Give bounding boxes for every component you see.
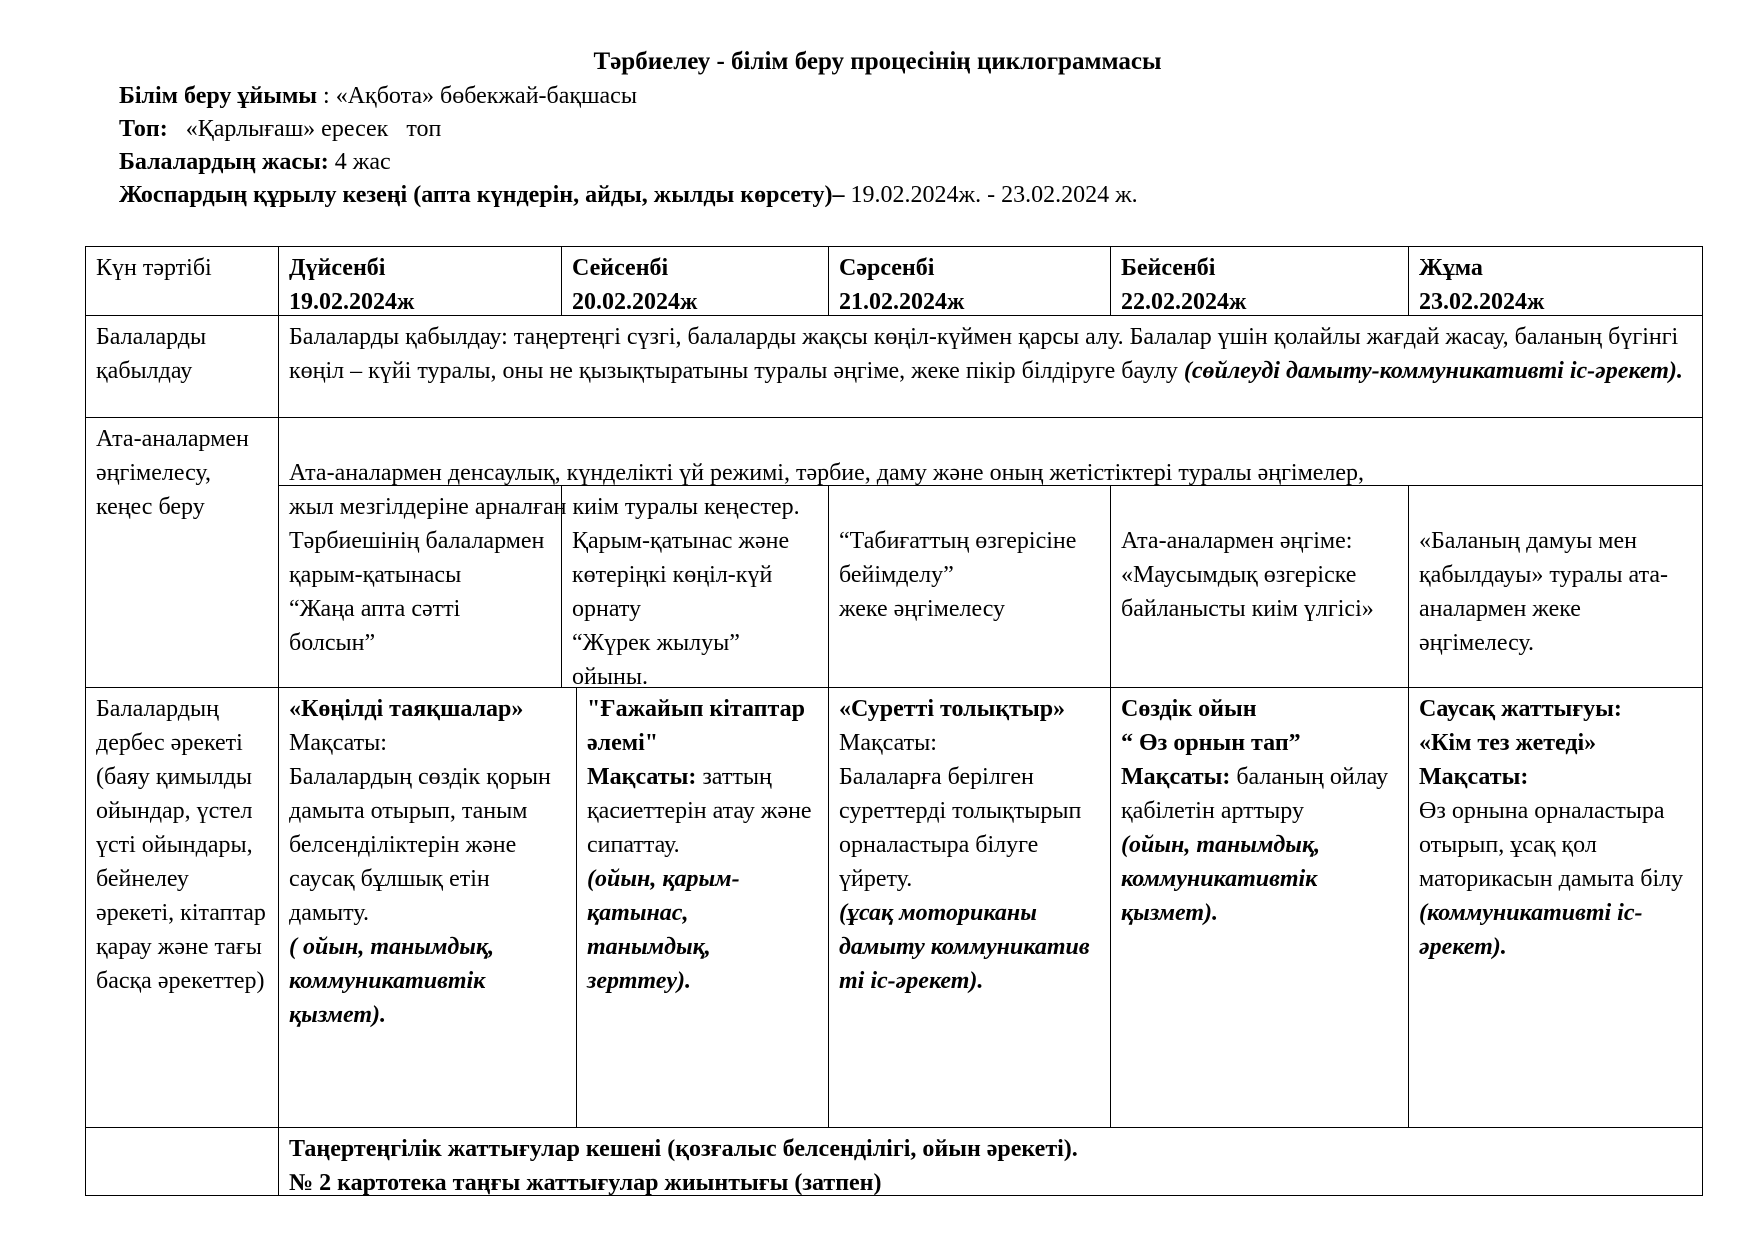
day-name: Дүйсенбі bbox=[289, 255, 386, 281]
organization-value: : «Ақбота» бөбекжай-бақшасы bbox=[317, 83, 637, 109]
parents-general-cell bbox=[278, 417, 1703, 520]
activity-goal-text: заттың қасиеттерін атау және сипаттау. bbox=[587, 764, 812, 858]
activity-thursday-cell bbox=[1110, 687, 1408, 1127]
activity-label-cell bbox=[85, 687, 278, 1127]
activity-title: Сөздік ойын “ Өз орнын тап” bbox=[1121, 696, 1301, 756]
day-date: 20.02.2024ж bbox=[572, 289, 698, 315]
group-value: «Қарлығаш» ересек топ bbox=[167, 116, 442, 142]
header-cell-wednesday bbox=[828, 246, 1110, 315]
parents-tuesday-cell bbox=[561, 485, 828, 690]
activity-tag: (ойын, танымдық, коммуникативтік қызмет). bbox=[1121, 832, 1321, 926]
parents-general-text: Ата-аналармен денсаулық, күнделікті үй режимі, тәрбие, даму және оның жетістіктері туралы әңгімелер, жыл мезгілдеріне арналған киім туралы кеңестер. bbox=[289, 460, 1365, 520]
document-meta bbox=[119, 80, 1138, 212]
reception-text-cell bbox=[278, 315, 1703, 417]
activity-goal-label: Мақсаты: bbox=[1121, 764, 1231, 790]
parents-monday-cell bbox=[278, 485, 561, 687]
header-cell-routine bbox=[85, 246, 278, 315]
activity-title: «Суретті толықтыр» bbox=[839, 696, 1066, 722]
activity-friday-cell bbox=[1408, 687, 1703, 1127]
day-name: Бейсенбі bbox=[1121, 255, 1216, 281]
parents-monday-text: Тәрбиешінің балалармен қарым-қатынасы “Жаңа апта сәтті болсын” bbox=[289, 528, 545, 656]
exercise-label-cell bbox=[85, 1127, 278, 1196]
activity-tuesday-cell bbox=[576, 687, 828, 1127]
activity-description bbox=[1121, 760, 1398, 828]
day-date: 22.02.2024ж bbox=[1121, 289, 1247, 315]
activity-tag: (ойын, қарым-қатынас, танымдық, зерттеу). bbox=[587, 866, 740, 994]
page-title: Тәрбиелеу - білім беру процесінің циклограммасы bbox=[593, 48, 1162, 75]
period-line bbox=[119, 179, 1138, 212]
reception-label: Балаларды қабылдау bbox=[96, 324, 207, 384]
activity-goal-label: Мақсаты: bbox=[1419, 764, 1529, 790]
activity-tag: (коммуникативті іс-әрекет). bbox=[1419, 900, 1643, 960]
activity-goal-text: баланың ойлау қабілетін арттыру bbox=[1121, 764, 1389, 824]
day-date: 19.02.2024ж bbox=[289, 289, 415, 315]
activity-title: "Ғажайып кітаптар әлемі" bbox=[587, 696, 805, 756]
exercise-cell bbox=[278, 1127, 1703, 1196]
activity-wednesday-cell bbox=[828, 687, 1110, 1127]
parents-thursday-text: Ата-аналармен әңгіме: «Маусымдық өзгеріске байланысты киім үлгісі» bbox=[1121, 528, 1374, 622]
period-label: Жоспардың құрылу кезеңі (апта күндерін, айды, жылды көрсету)– bbox=[119, 182, 845, 208]
activity-tag: ( ойын, танымдық, коммуникативтік қызмет). bbox=[289, 934, 495, 1028]
group-label: Топ: bbox=[119, 116, 168, 142]
schedule-table bbox=[85, 246, 1703, 1196]
parents-label: Ата-аналармен әңгімелесу, кеңес беру bbox=[96, 426, 249, 520]
activity-tag: (ұсақ моториканы дамыту коммуникатив ті іс-әрекет). bbox=[839, 900, 1090, 994]
parents-friday-text: «Баланың дамуы мен қабылдауы» туралы ата-аналармен жеке әңгімелесу. bbox=[1419, 528, 1668, 656]
header-cell-friday bbox=[1408, 246, 1703, 315]
activity-title: «Көңілді таяқшалар» bbox=[289, 696, 524, 722]
activity-description: Өз орнына орналастыра отырып, ұсақ қол маторикасын дамыта білу bbox=[1419, 798, 1684, 892]
day-date: 23.02.2024ж bbox=[1419, 289, 1545, 315]
activity-description: Мақсаты: Балалардың сөздік қорын дамыта отырып, таным белсенділіктерін және саусақ бұлшық етін дамыту. bbox=[289, 730, 551, 926]
activity-description bbox=[587, 760, 818, 862]
reception-emphasis: (сөйлеуді дамыту-коммуникативті іс-әрекет). bbox=[1183, 358, 1683, 384]
day-date: 21.02.2024ж bbox=[839, 289, 965, 315]
reception-text: Балаларды қабылдау: таңертеңгі сүзгі, балаларды жақсы көңіл-күймен қарсы алу. Балалар үшін қолайлы жағдай жасау, баланың бүгінгі көңіл – күйі туралы, оны не қызықтыратыны туралы әңгіме, жеке пікір білдіруге баулу bbox=[289, 324, 1679, 384]
parents-wednesday-text: “Табиғаттың өзгерісіне бейімделу” жеке әңгімелесу bbox=[839, 528, 1077, 622]
group-line bbox=[119, 113, 1138, 146]
activity-monday-cell bbox=[278, 687, 576, 1127]
activity-goal-label: Мақсаты: bbox=[587, 764, 697, 790]
age-label: Балалардың жасы: bbox=[119, 149, 329, 175]
organization-label: Білім беру ұйымы bbox=[119, 83, 318, 109]
parents-thursday-cell bbox=[1110, 485, 1408, 687]
parents-label-cell bbox=[85, 417, 278, 687]
day-name: Жұма bbox=[1419, 255, 1483, 281]
parents-tuesday-text: Қарым-қатынас және көтеріңкі көңіл-күй орнату “Жүрек жылуы” ойыны. bbox=[572, 528, 790, 690]
parents-wednesday-cell bbox=[828, 485, 1110, 687]
age-line bbox=[119, 146, 1138, 179]
exercise-line-2: № 2 картотека таңғы жаттығулар жиынтығы (затпен) bbox=[289, 1170, 882, 1196]
day-name: Сәрсенбі bbox=[839, 255, 935, 281]
header-cell-thursday bbox=[1110, 246, 1408, 315]
day-name: Сейсенбі bbox=[572, 255, 669, 281]
age-value: 4 жас bbox=[328, 149, 391, 175]
organization-line bbox=[119, 80, 1138, 113]
period-value: 19.02.2024ж. - 23.02.2024 ж. bbox=[844, 182, 1138, 208]
routine-header: Күн тәртібі bbox=[96, 255, 212, 281]
reception-label-cell bbox=[85, 315, 278, 417]
header-cell-monday bbox=[278, 246, 561, 315]
activity-description: Мақсаты: Балаларға берілген суреттерді толықтырып орналастыра білуге үйрету. bbox=[839, 730, 1082, 892]
parents-friday-cell bbox=[1408, 485, 1703, 687]
activity-title: Саусақ жаттығуы: «Кім тез жетеді» bbox=[1419, 696, 1622, 756]
activity-label: Балалардың дербес әрекеті (баяу қимылды ойындар, үстел үсті ойындары, бейнелеу әрекеті, кітаптар қарау және тағы басқа әрекеттер) bbox=[96, 696, 266, 994]
exercise-line-1: Таңертеңгілік жаттығулар кешені (қозғалыс белсенділігі, ойын әрекеті). bbox=[289, 1136, 1078, 1162]
header-cell-tuesday bbox=[561, 246, 828, 315]
